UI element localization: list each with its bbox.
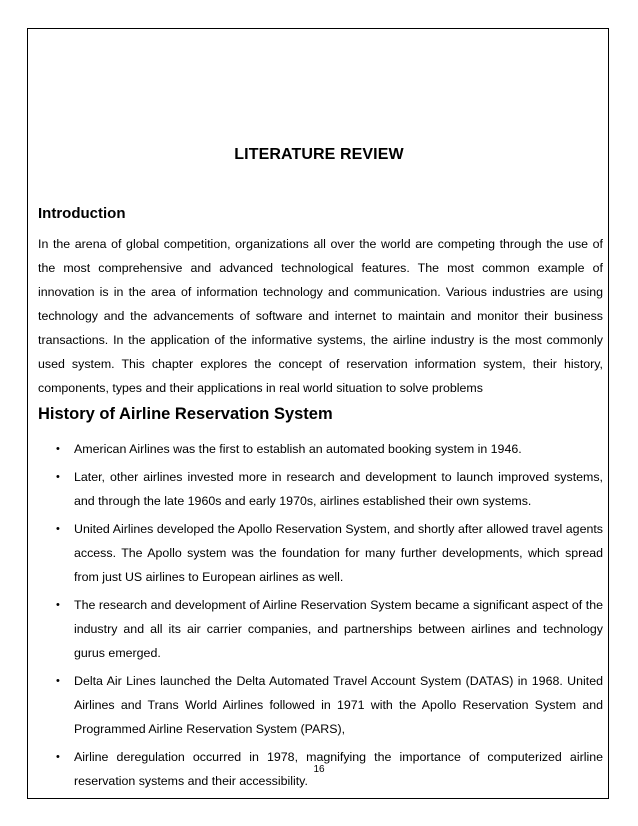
bullet-icon: •: [56, 443, 60, 455]
bullet-text: Airline deregulation occurred in 1978, magnifying the importance of computerized airline reservation systems and their accessibility.: [74, 750, 603, 788]
history-bullet-list: [38, 437, 603, 793]
bullet-item: [38, 437, 603, 461]
history-heading: History of Airline Reservation System: [38, 405, 333, 423]
page-number: 16: [313, 764, 325, 775]
bullet-text: Later, other airlines invested more in research and development to launch improved systems, and through the late 1960s and early 1970s, airlines established their own systems.: [74, 470, 603, 508]
bullet-icon: •: [56, 599, 60, 611]
introduction-heading: Introduction: [38, 205, 126, 222]
bullet-icon: •: [56, 751, 60, 763]
bullet-icon: •: [56, 523, 60, 535]
bullet-icon: •: [56, 675, 60, 687]
introduction-paragraph: In the arena of global competition, organizations all over the world are competing through the use of the most comprehensive and advanced technological features. The most common example of innovation is in the area of information technology and communication. Various industries are using technology and the advancements of software and internet to maintain and monitor their business transactions. In the application of the informative systems, the airline industry is the most commonly used system. This chapter explores the concept of reservation information system, their history, components, types and their applications in real world situation to solve problems: [38, 237, 603, 395]
bullet-item: [38, 593, 603, 665]
bullet-text: The research and development of Airline Reservation System became a significant aspect of the industry and all its air carrier companies, and partnerships between airlines and technology gurus emerged.: [74, 598, 603, 660]
bullet-text: American Airlines was the first to establish an automated booking system in 1946.: [74, 442, 522, 456]
bullet-text: Delta Air Lines launched the Delta Automated Travel Account System (DATAS) in 1968. United Airlines and Trans World Airlines followed in 1971 with the Apollo Reservation System and Programmed Airline Reservation System (PARS),: [74, 674, 603, 736]
page-title: LITERATURE REVIEW: [234, 146, 404, 163]
bullet-icon: •: [56, 471, 60, 483]
bullet-item: [38, 517, 603, 589]
bullet-item: [38, 465, 603, 513]
bullet-item: [38, 669, 603, 741]
bullet-text: United Airlines developed the Apollo Reservation System, and shortly after allowed travel agents access. The Apollo system was the foundation for many further developments, which spread from just US airlines to European airlines as well.: [74, 522, 603, 584]
